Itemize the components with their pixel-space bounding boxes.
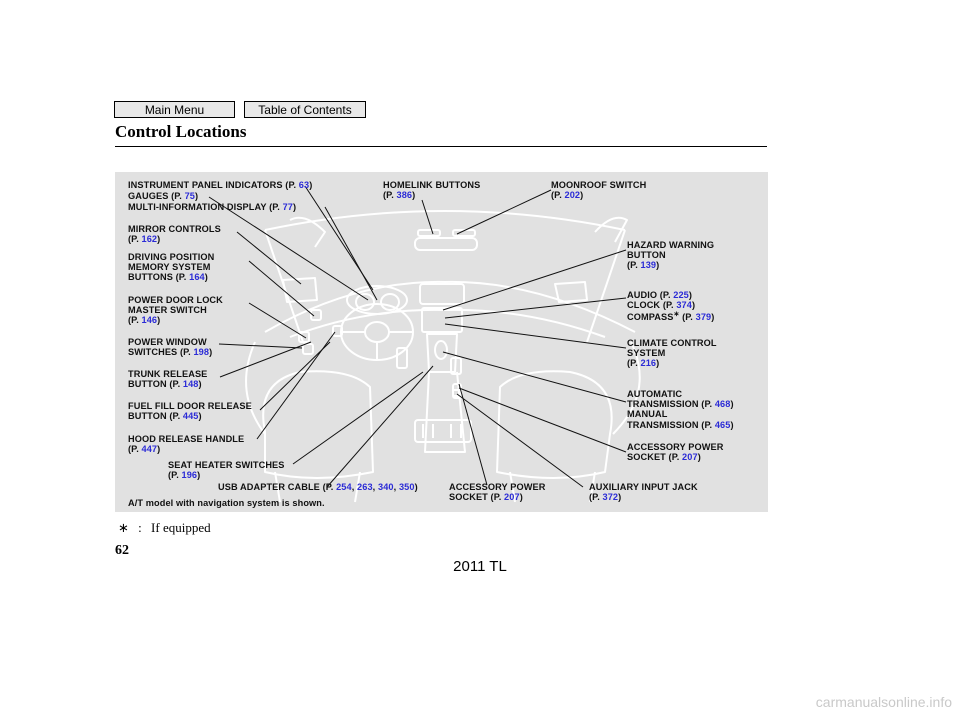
page-link[interactable]: 350 [398,482,415,492]
label-instrument-panel-indicators: INSTRUMENT PANEL INDICATORS (P. 63) [128,180,313,190]
diagram-caption: A/T model with navigation system is shown. [128,498,325,508]
page-link[interactable]: 202 [564,190,581,201]
page-link[interactable]: 216 [640,358,657,369]
label-hood-release: HOOD RELEASE HANDLE (P. 447) [128,434,245,455]
label-multi-information-display: MULTI-INFORMATION DISPLAY (P. 77) [128,202,297,212]
label-accessory-power-socket-console: ACCESSORY POWER SOCKET (P. 207) [449,482,546,503]
page-link[interactable]: 162 [141,234,158,245]
label-seat-heater: SEAT HEATER SWITCHES (P. 196) [168,460,285,481]
label-power-door-lock: POWER DOOR LOCK MASTER SWITCH (P. 146) [128,295,223,326]
page-link[interactable]: 374 [676,300,692,311]
interior-diagram-panel [115,172,768,512]
page-link[interactable]: 468 [714,399,731,410]
page-link[interactable]: 386 [396,190,413,201]
page-link[interactable]: 148 [182,379,199,390]
label-fuel-fill-door: FUEL FILL DOOR RELEASE BUTTON (P. 445) [128,401,252,422]
page-link[interactable]: 207 [504,492,520,503]
label-mirror-controls: MIRROR CONTROLS (P. 162) [128,224,221,245]
label-usb-adapter: USB ADAPTER CABLE (P. 254, 263, 340, 350) [218,482,418,492]
page-link[interactable]: 196 [181,470,198,481]
page-link[interactable]: 139 [640,260,657,271]
title-divider [115,146,767,147]
label-power-window-switches: POWER WINDOW SWITCHES (P. 198) [128,337,213,358]
page-link[interactable]: 63 [298,180,310,190]
label-audio-clock-compass: AUDIO (P. 225) CLOCK (P. 374) COMPASS∗ (P. 379) [627,290,715,323]
page-link[interactable]: 379 [695,312,712,323]
page-link[interactable]: 77 [282,202,294,212]
main-menu-button[interactable]: Main Menu [114,101,235,118]
model-name: 2011 TL [453,558,507,575]
label-climate-control: CLIMATE CONTROL SYSTEM (P. 216) [627,338,717,369]
asterisk-icon: ∗ [118,520,129,535]
page-link[interactable]: 340 [377,482,394,492]
label-driving-position-memory: DRIVING POSITION MEMORY SYSTEM BUTTONS (P. 164) [128,252,215,283]
label-moonroof-switch: MOONROOF SWITCH (P. 202) [551,180,647,201]
table-of-contents-button[interactable]: Table of Contents [244,101,366,118]
page-title: Control Locations [115,122,247,141]
label-trunk-release: TRUNK RELEASE BUTTON (P. 148) [128,369,208,390]
label-hazard-warning: HAZARD WARNING BUTTON (P. 139) [627,240,715,271]
label-accessory-power-socket-right: ACCESSORY POWER SOCKET (P. 207) [627,442,724,463]
page-link[interactable]: 263 [357,482,373,492]
page-link[interactable]: 146 [141,315,158,326]
page-link[interactable]: 198 [193,347,210,358]
label-transmission: AUTOMATIC TRANSMISSION (P. 468) MANUAL TRANSMISSION (P. 465) [627,389,734,430]
page-link[interactable]: 465 [714,419,731,430]
page-link[interactable]: 447 [141,444,158,455]
page-link[interactable]: 445 [182,411,199,422]
watermark: carmanualsonline.info [815,694,952,710]
label-auxiliary-input-jack: AUXILIARY INPUT JACK (P. 372) [589,482,698,503]
page-link[interactable]: 164 [189,272,205,283]
label-homelink-buttons: HOMELINK BUTTONS (P. 386) [383,180,481,201]
footnote: ∗ : If equipped [118,520,211,535]
page-link[interactable]: 207 [682,452,698,463]
page-link[interactable]: 372 [602,492,619,503]
label-gauges: GAUGES (P. 75) [128,191,199,201]
page-link[interactable]: 225 [673,290,689,300]
page-link[interactable]: 254 [336,482,352,492]
page-link[interactable]: 75 [184,191,195,201]
page-number: 62 [115,543,129,558]
